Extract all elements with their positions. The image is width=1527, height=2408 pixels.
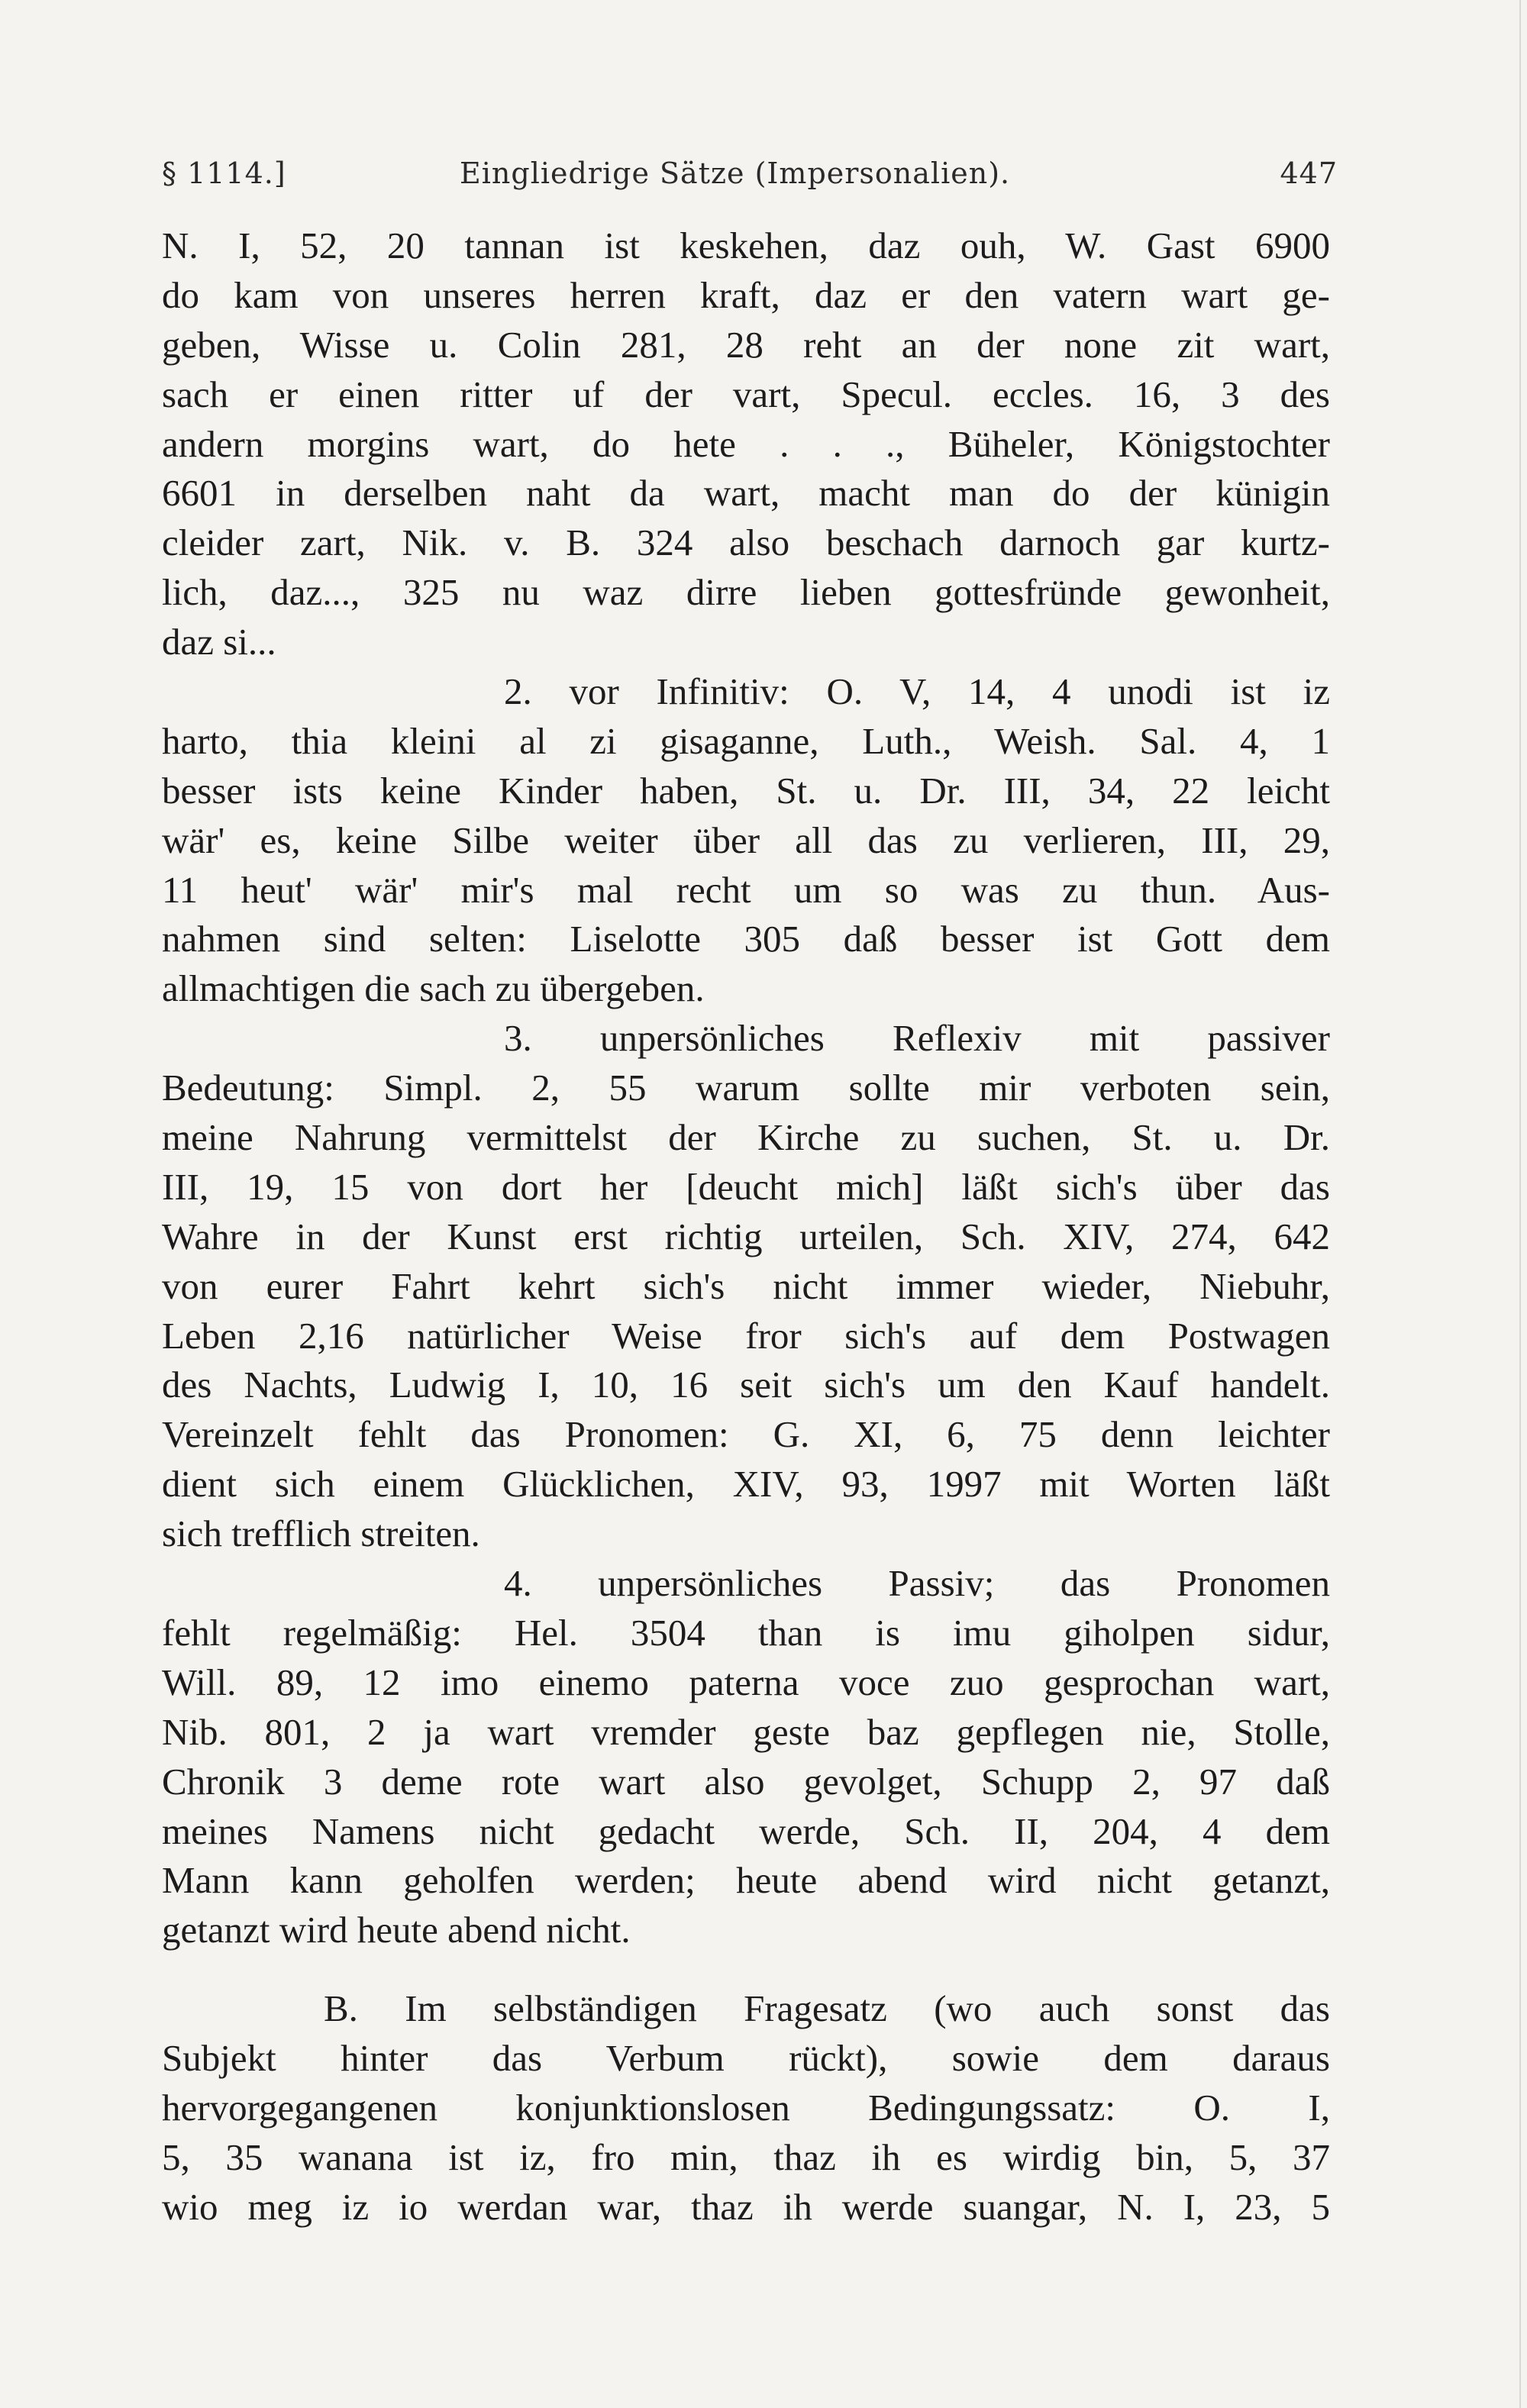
- text-line: [162, 568, 1330, 618]
- line-text: wio meg iz io werdan war, thaz ih werde suangar, N. I, 23, 5: [162, 2185, 1330, 2228]
- line-text: 2. vor Infinitiv: O. V, 14, 4 unodi ist iz: [504, 670, 1330, 713]
- line-text: sich trefflich streiten.: [162, 1512, 480, 1555]
- page-number: 447: [1280, 157, 1338, 190]
- line-text: do kam von unseres herren kraft, daz er den vatern wart ge-: [162, 273, 1330, 316]
- line-text: 6601 in derselben naht da wart, macht man do der künigin: [162, 472, 1330, 515]
- line-text: besser ists keine Kinder haben, St. u. Dr. III, 34, 22 leicht: [162, 769, 1330, 812]
- line-text: nahmen sind selten: Liselotte 305 daß besser ist Gott dem: [162, 918, 1330, 960]
- line-text: andern morgins wart, do hete . . ., Büheler, Königstochter: [162, 422, 1330, 465]
- running-title: Eingliedrige Sätze (Impersonalien).: [460, 157, 1011, 190]
- line-text: Leben 2,16 natürlicher Weise fror sich's auf dem Postwagen: [162, 1314, 1330, 1357]
- text-line: [162, 2034, 1330, 2084]
- text-line: [162, 1984, 1330, 2034]
- text-line: [162, 1708, 1330, 1758]
- line-text: 3. unpersönliches Reflexiv mit passiver: [504, 1017, 1330, 1060]
- text-line: [162, 964, 1330, 1014]
- text-line: [162, 1361, 1330, 1410]
- text-line: [162, 816, 1330, 866]
- text-line: [162, 1559, 1330, 1609]
- line-text: von eurer Fahrt kehrt sich's nicht immer wieder, Niebuhr,: [162, 1264, 1330, 1307]
- line-text: III, 19, 15 von dort her [deucht mich] läßt sich's über das: [162, 1165, 1330, 1208]
- line-text: allmachtigen die sach zu übergeben.: [162, 967, 705, 1010]
- text-line: [162, 1113, 1330, 1163]
- section-number: § 1114.]: [162, 157, 286, 190]
- line-text: getanzt wird heute abend nicht.: [162, 1909, 631, 1951]
- text-line: [162, 618, 1330, 667]
- text-line: [162, 370, 1330, 420]
- line-text: Mann kann geholfen werden; heute abend wird nicht getanzt,: [162, 1859, 1330, 1902]
- text-line: [162, 1758, 1330, 1807]
- text-line: [162, 321, 1330, 370]
- page-edge: [1519, 0, 1521, 2408]
- text-line: [162, 2133, 1330, 2183]
- line-text: Will. 89, 12 imo einemo paterna voce zuo gesprochan wart,: [162, 1661, 1330, 1703]
- text-line: [162, 1064, 1330, 1113]
- text-line: [162, 1014, 1330, 1064]
- paragraph-gap: [162, 1955, 1330, 1984]
- text-line: [162, 1312, 1330, 1361]
- line-text: fehlt regelmäßig: Hel. 3504 than is imu giholpen sidur,: [162, 1611, 1330, 1654]
- text-line: [162, 518, 1330, 568]
- text-line: [162, 1212, 1330, 1262]
- line-text: sach er einen ritter uf der vart, Specul. eccles. 16, 3 des: [162, 373, 1330, 415]
- line-text: lich, daz..., 325 nu waz dirre lieben gottesfründe gewonheit,: [162, 571, 1330, 614]
- body-text: [162, 221, 1330, 2232]
- line-text: Vereinzelt fehlt das Pronomen: G. XI, 6, 75 denn leichter: [162, 1413, 1330, 1456]
- line-text: hervorgegangenen konjunktionslosen Bedingungssatz: O. I,: [162, 2086, 1330, 2129]
- line-text: 5, 35 wanana ist iz, fro min, thaz ih es wirdig bin, 5, 37: [162, 2135, 1330, 2178]
- text-line: [162, 1807, 1330, 1857]
- text-line: [162, 469, 1330, 518]
- text-line: [162, 717, 1330, 767]
- line-text: Subjekt hinter das Verbum rückt), sowie dem daraus: [162, 2037, 1330, 2080]
- line-text: Bedeutung: Simpl. 2, 55 warum sollte mir verboten sein,: [162, 1067, 1330, 1109]
- line-text: wär' es, keine Silbe weiter über all das zu verlieren, III, 29,: [162, 818, 1330, 861]
- text-line: [162, 767, 1330, 816]
- line-text: 4. unpersönliches Passiv; das Pronomen: [504, 1562, 1330, 1605]
- text-line: [162, 1410, 1330, 1460]
- text-line: [162, 915, 1330, 964]
- line-text: cleider zart, Nik. v. B. 324 also beschach darnoch gar kurtz-: [162, 521, 1330, 564]
- line-text: daz si...: [162, 621, 276, 663]
- line-text: Nib. 801, 2 ja wart vremder geste baz gepflegen nie, Stolle,: [162, 1710, 1330, 1753]
- line-text: harto, thia kleini al zi gisaganne, Luth., Weish. Sal. 4, 1: [162, 719, 1330, 762]
- line-text: des Nachts, Ludwig I, 10, 16 seit sich's um den Kauf handelt.: [162, 1364, 1330, 1406]
- text-line: [162, 667, 1330, 717]
- line-text: N. I, 52, 20 tannan ist keskehen, daz ouh, W. Gast 6900: [162, 224, 1330, 266]
- line-text: dient sich einem Glücklichen, XIV, 93, 1997 mit Worten läßt: [162, 1463, 1330, 1506]
- text-line: [162, 1460, 1330, 1509]
- text-line: [162, 866, 1330, 915]
- text-line: [162, 1509, 1330, 1559]
- text-line: [162, 420, 1330, 470]
- text-line: [162, 221, 1330, 271]
- line-text: meine Nahrung vermittelst der Kirche zu suchen, St. u. Dr.: [162, 1116, 1330, 1159]
- text-line: [162, 1262, 1330, 1312]
- line-text: B. Im selbständigen Fragesatz (wo auch sonst das: [324, 1987, 1330, 2030]
- line-text: meines Namens nicht gedacht werde, Sch. II, 204, 4 dem: [162, 1809, 1330, 1852]
- text-line: [162, 1658, 1330, 1708]
- line-text: geben, Wisse u. Colin 281, 28 reht an der none zit wart,: [162, 323, 1330, 366]
- text-line: [162, 271, 1330, 321]
- running-header: [162, 157, 1338, 202]
- text-line: [162, 1906, 1330, 1955]
- text-line: [162, 2084, 1330, 2133]
- text-line: [162, 2183, 1330, 2232]
- text-line: [162, 1163, 1330, 1212]
- line-text: Chronik 3 deme rote wart also gevolget, Schupp 2, 97 daß: [162, 1760, 1330, 1803]
- text-line: [162, 1856, 1330, 1906]
- line-text: Wahre in der Kunst erst richtig urteilen, Sch. XIV, 274, 642: [162, 1215, 1330, 1257]
- line-text: 11 heut' wär' mir's mal recht um so was zu thun. Aus-: [162, 868, 1330, 911]
- text-line: [162, 1609, 1330, 1658]
